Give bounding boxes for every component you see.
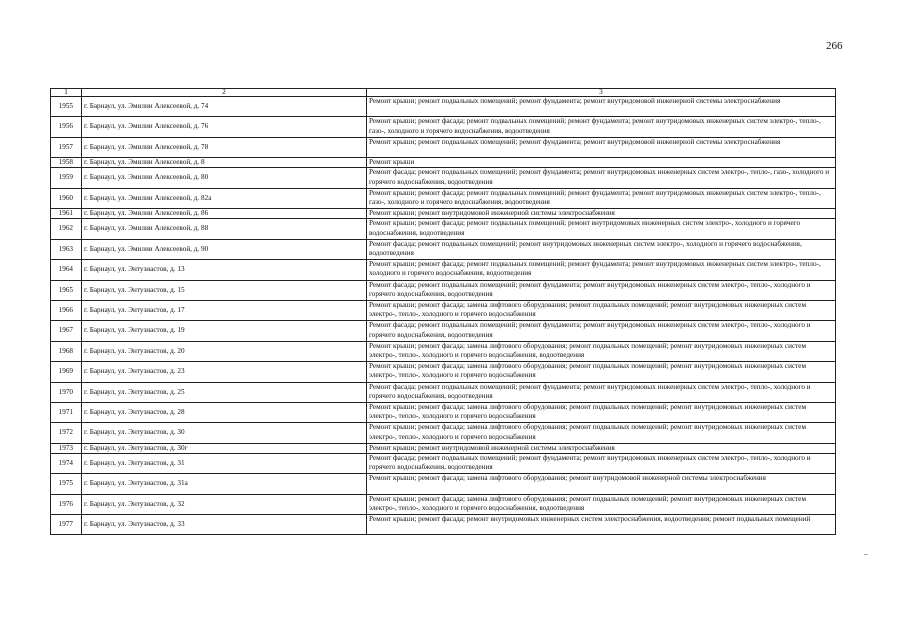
row-number-cell: 1977 xyxy=(51,515,82,535)
works-cell: Ремонт фасада; ремонт подвальных помещений; ремонт фундамента; ремонт внутридомовых инженерных систем электро-, тепло-, холодного и горячего водоснабжения, водоотведения xyxy=(367,280,836,300)
address-cell: г. Барнаул, ул. Энтузиастов, д. 19 xyxy=(82,321,367,341)
works-cell: Ремонт крыши; ремонт подвальных помещений; ремонт фундамента; ремонт внутридомовой инженерной системы электроснабжения xyxy=(367,97,836,117)
table-header-row xyxy=(51,89,836,97)
address-cell: г. Барнаул, ул. Энтузиастов, д. 20 xyxy=(82,341,367,361)
address-cell: г. Барнаул, ул. Энтузиастов, д. 32 xyxy=(82,494,367,514)
header-col-3: 3 xyxy=(367,89,836,97)
works-cell: Ремонт крыши; ремонт фасада; ремонт подвальных помещений; ремонт фундамента; ремонт внутридомовых инженерных систем электро-, тепло-, холодного и горячего водоснабжения, водоотведения xyxy=(367,260,836,280)
table-row xyxy=(51,239,836,259)
table-row xyxy=(51,117,836,137)
page-number: 266 xyxy=(826,40,843,52)
row-number-cell: 1961 xyxy=(51,209,82,219)
row-number-cell: 1966 xyxy=(51,300,82,320)
row-number-cell: 1974 xyxy=(51,453,82,473)
row-number-cell: 1965 xyxy=(51,280,82,300)
row-number-cell: 1967 xyxy=(51,321,82,341)
row-number-cell: 1976 xyxy=(51,494,82,514)
table-row xyxy=(51,188,836,208)
table-row xyxy=(51,494,836,514)
address-cell: г. Барнаул, ул. Энтузиастов, д. 23 xyxy=(82,362,367,382)
works-cell: Ремонт крыши; ремонт фасада; замена лифтового оборудования; ремонт подвальных помещений; ремонт внутридомовых инженерных систем электро-, тепло-, холодного и горячего водоснабжения xyxy=(367,402,836,422)
table-row xyxy=(51,321,836,341)
table-row xyxy=(51,280,836,300)
row-number-cell: 1975 xyxy=(51,474,82,494)
address-cell: г. Барнаул, ул. Эмилии Алексеевой, д. 76 xyxy=(82,117,367,137)
works-cell: Ремонт крыши; ремонт подвальных помещений; ремонт фундамента; ремонт внутридомовой инженерной системы электроснабжения xyxy=(367,137,836,157)
works-cell: Ремонт фасада; ремонт подвальных помещений; ремонт фундамента; ремонт внутридомовых инженерных систем электро-, тепло-, холодного и горячего водоснабжения, водоотведения xyxy=(367,382,836,402)
works-cell: Ремонт крыши; ремонт фасада; ремонт подвальных помещений; ремонт фундамента; ремонт внутридомовых инженерных систем электро-, тепло-, газо-, холодного и горячего водоснабжения, водоотведения xyxy=(367,117,836,137)
address-cell: г. Барнаул, ул. Энтузиастов, д. 30 xyxy=(82,423,367,443)
table-row xyxy=(51,97,836,117)
works-cell: Ремонт крыши; ремонт фасада; ремонт внутридомовых инженерных систем электроснабжения, водоотведения; ремонт подвальных помещений xyxy=(367,515,836,535)
row-number-cell: 1955 xyxy=(51,97,82,117)
row-number-cell: 1970 xyxy=(51,382,82,402)
row-number-cell: 1958 xyxy=(51,158,82,168)
address-cell: г. Барнаул, ул. Энтузиастов, д. 30г xyxy=(82,443,367,453)
address-cell: г. Барнаул, ул. Энтузиастов, д. 17 xyxy=(82,300,367,320)
works-cell: Ремонт фасада; ремонт подвальных помещений; ремонт фундамента; ремонт внутридомовых инженерных систем электро-, тепло-, газо-, холодного и горячего водоснабжения, водоотведения xyxy=(367,168,836,188)
works-cell: Ремонт фасада; ремонт подвальных помещений; ремонт фундамента; ремонт внутридомовых инженерных систем электро-, тепло-, холодного и горячего водоснабжения, водоотведения xyxy=(367,321,836,341)
works-cell: Ремонт крыши; ремонт фасада; замена лифтового оборудования; ремонт подвальных помещений; ремонт внутридомовых инженерных систем электро-, тепло-, холодного и горячего водоснабжения xyxy=(367,423,836,443)
address-cell: г. Барнаул, ул. Энтузиастов, д. 15 xyxy=(82,280,367,300)
row-number-cell: 1969 xyxy=(51,362,82,382)
row-number-cell: 1971 xyxy=(51,402,82,422)
header-col-1: 1 xyxy=(51,89,82,97)
works-table xyxy=(50,88,836,535)
address-cell: г. Барнаул, ул. Эмилии Алексеевой, д. 82а xyxy=(82,188,367,208)
address-cell: г. Барнаул, ул. Энтузиастов, д. 31 xyxy=(82,453,367,473)
table-row xyxy=(51,382,836,402)
address-cell: г. Барнаул, ул. Эмилии Алексеевой, д. 8 xyxy=(82,158,367,168)
address-cell: г. Барнаул, ул. Энтузиастов, д. 33 xyxy=(82,515,367,535)
row-number-cell: 1973 xyxy=(51,443,82,453)
margin-dash-mark: – xyxy=(864,549,868,558)
row-number-cell: 1960 xyxy=(51,188,82,208)
address-cell: г. Барнаул, ул. Энтузиастов, д. 13 xyxy=(82,260,367,280)
address-cell: г. Барнаул, ул. Эмилии Алексеевой, д. 74 xyxy=(82,97,367,117)
table-row xyxy=(51,453,836,473)
table-row xyxy=(51,443,836,453)
table-row xyxy=(51,168,836,188)
address-cell: г. Барнаул, ул. Эмилии Алексеевой, д. 80 xyxy=(82,168,367,188)
table-row xyxy=(51,362,836,382)
works-cell: Ремонт крыши; ремонт фасада; ремонт подвальных помещений; ремонт внутридомовых инженерных систем электро-, холодного и горячего водоснабжения, водоотведения xyxy=(367,219,836,239)
table-row xyxy=(51,423,836,443)
table-row xyxy=(51,402,836,422)
works-cell: Ремонт крыши; ремонт фасада; замена лифтового оборудования; ремонт подвальных помещений; ремонт внутридомовых инженерных систем электро-, тепло-, холодного и горячего водоснабжения xyxy=(367,300,836,320)
row-number-cell: 1972 xyxy=(51,423,82,443)
works-cell: Ремонт фасада; ремонт подвальных помещений; ремонт внутридомовых инженерных систем электро-, холодного и горячего водоснабжения, водоотведения xyxy=(367,239,836,259)
address-cell: г. Барнаул, ул. Эмилии Алексеевой, д. 86 xyxy=(82,209,367,219)
row-number-cell: 1964 xyxy=(51,260,82,280)
address-cell: г. Барнаул, ул. Эмилии Алексеевой, д. 78 xyxy=(82,137,367,157)
works-cell: Ремонт крыши; ремонт фасада; замена лифтового оборудования; ремонт внутридомовой инженерной системы электроснабжения xyxy=(367,474,836,494)
table-row xyxy=(51,300,836,320)
table-row xyxy=(51,474,836,494)
table-row xyxy=(51,515,836,535)
table-row xyxy=(51,341,836,361)
works-cell: Ремонт крыши xyxy=(367,158,836,168)
address-cell: г. Барнаул, ул. Эмилии Алексеевой, д. 90 xyxy=(82,239,367,259)
table-row xyxy=(51,158,836,168)
header-col-2: 2 xyxy=(82,89,367,97)
works-cell: Ремонт фасада; ремонт подвальных помещений; ремонт фундамента; ремонт внутридомовых инженерных систем электро-, тепло-, холодного и горячего водоснабжения, водоотведения xyxy=(367,453,836,473)
works-cell: Ремонт крыши; ремонт фасада; замена лифтового оборудования; ремонт подвальных помещений; ремонт внутридомовых инженерных систем электро-, тепло-, холодного и горячего водоснабжения, водоотведения xyxy=(367,494,836,514)
works-cell: Ремонт крыши; ремонт внутридомовой инженерной системы электроснабжения xyxy=(367,209,836,219)
address-cell: г. Барнаул, ул. Энтузиастов, д. 25 xyxy=(82,382,367,402)
row-number-cell: 1956 xyxy=(51,117,82,137)
row-number-cell: 1963 xyxy=(51,239,82,259)
address-cell: г. Барнаул, ул. Эмилии Алексеевой, д. 88 xyxy=(82,219,367,239)
works-cell: Ремонт крыши; ремонт фасада; замена лифтового оборудования; ремонт подвальных помещений; ремонт внутридомовых инженерных систем электро-, тепло-, холодного и горячего водоснабжения xyxy=(367,362,836,382)
works-cell: Ремонт крыши; ремонт внутридомовой инженерной системы электроснабжения xyxy=(367,443,836,453)
works-cell: Ремонт крыши; ремонт фасада; ремонт подвальных помещений; ремонт фундамента; ремонт внутридомовых инженерных систем электро-, тепло-, газо-, холодного и горячего водоснабжения, водоотведения xyxy=(367,188,836,208)
works-cell: Ремонт крыши; ремонт фасада; замена лифтового оборудования; ремонт подвальных помещений; ремонт внутридомовых инженерных систем электро-, тепло-, холодного и горячего водоснабжения, водоотведения xyxy=(367,341,836,361)
table-row xyxy=(51,137,836,157)
row-number-cell: 1962 xyxy=(51,219,82,239)
table-row xyxy=(51,260,836,280)
row-number-cell: 1957 xyxy=(51,137,82,157)
table-row xyxy=(51,209,836,219)
row-number-cell: 1968 xyxy=(51,341,82,361)
address-cell: г. Барнаул, ул. Энтузиастов, д. 31а xyxy=(82,474,367,494)
row-number-cell: 1959 xyxy=(51,168,82,188)
table-row xyxy=(51,219,836,239)
address-cell: г. Барнаул, ул. Энтузиастов, д. 28 xyxy=(82,402,367,422)
